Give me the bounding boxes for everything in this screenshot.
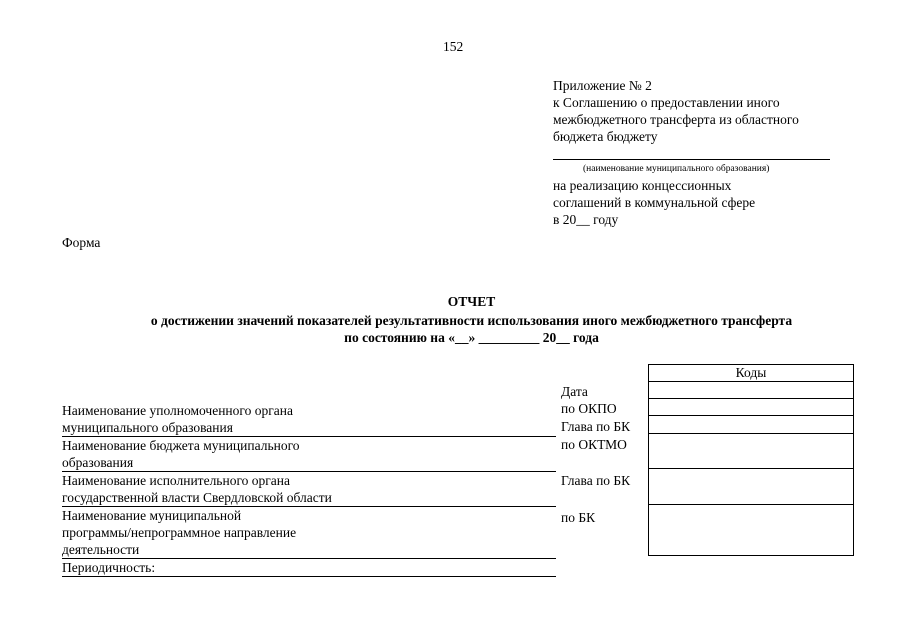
code-label: Глава по БК: [561, 473, 631, 488]
appendix-line: в 20__ году: [553, 212, 619, 227]
appendix-line: межбюджетного трансферта из областного: [553, 112, 799, 127]
appendix-line: бюджета бюджету: [553, 129, 658, 144]
code-cell-okpo[interactable]: [649, 399, 854, 416]
codes-table: [648, 364, 854, 556]
title-line: по состоянию на «__» _________ 20__ года: [344, 330, 599, 345]
code-label: по БК: [561, 510, 596, 525]
appendix-line: на реализацию концессионных: [553, 178, 732, 193]
row-label: государственной власти Свердловской области: [62, 490, 332, 505]
page-number: 152: [443, 39, 464, 54]
row-label: муниципального образования: [62, 420, 233, 435]
code-cell-glava-2[interactable]: [649, 469, 854, 505]
appendix-line: к Соглашению о предоставлении иного: [553, 95, 780, 110]
code-cell-glava[interactable]: [649, 416, 854, 434]
row-divider: [62, 576, 556, 577]
municipality-name-underline: [553, 159, 830, 160]
code-label: по ОКТМО: [561, 437, 627, 452]
underline-caption: (наименование муниципального образования): [583, 164, 770, 174]
code-cell-bk[interactable]: [649, 505, 854, 556]
title-line: ОТЧЕТ: [447, 294, 496, 309]
code-label: по ОКПО: [561, 401, 617, 416]
row-label: Наименование исполнительного органа: [62, 473, 291, 488]
row-label: Наименование уполномоченного органа: [62, 403, 293, 418]
code-cell-oktmo[interactable]: [649, 434, 854, 469]
row-label: Периодичность:: [62, 560, 156, 575]
code-label: Глава по БК: [561, 419, 631, 434]
row-label: деятельности: [62, 542, 140, 557]
row-label: Наименование муниципальной: [62, 508, 242, 523]
code-cell-date[interactable]: [649, 382, 854, 399]
code-label: Дата: [561, 384, 588, 399]
form-label: Форма: [62, 235, 101, 250]
row-label: программы/непрограммное направление: [62, 525, 297, 540]
title-line: о достижении значений показателей результативности использования иного межбюджетного трансферта: [150, 313, 793, 328]
appendix-line: Приложение № 2: [553, 78, 652, 93]
codes-header: Коды: [649, 365, 854, 382]
appendix-line: соглашений в коммунальной сфере: [553, 195, 756, 210]
row-label: образования: [62, 455, 134, 470]
row-label: Наименование бюджета муниципального: [62, 438, 300, 453]
